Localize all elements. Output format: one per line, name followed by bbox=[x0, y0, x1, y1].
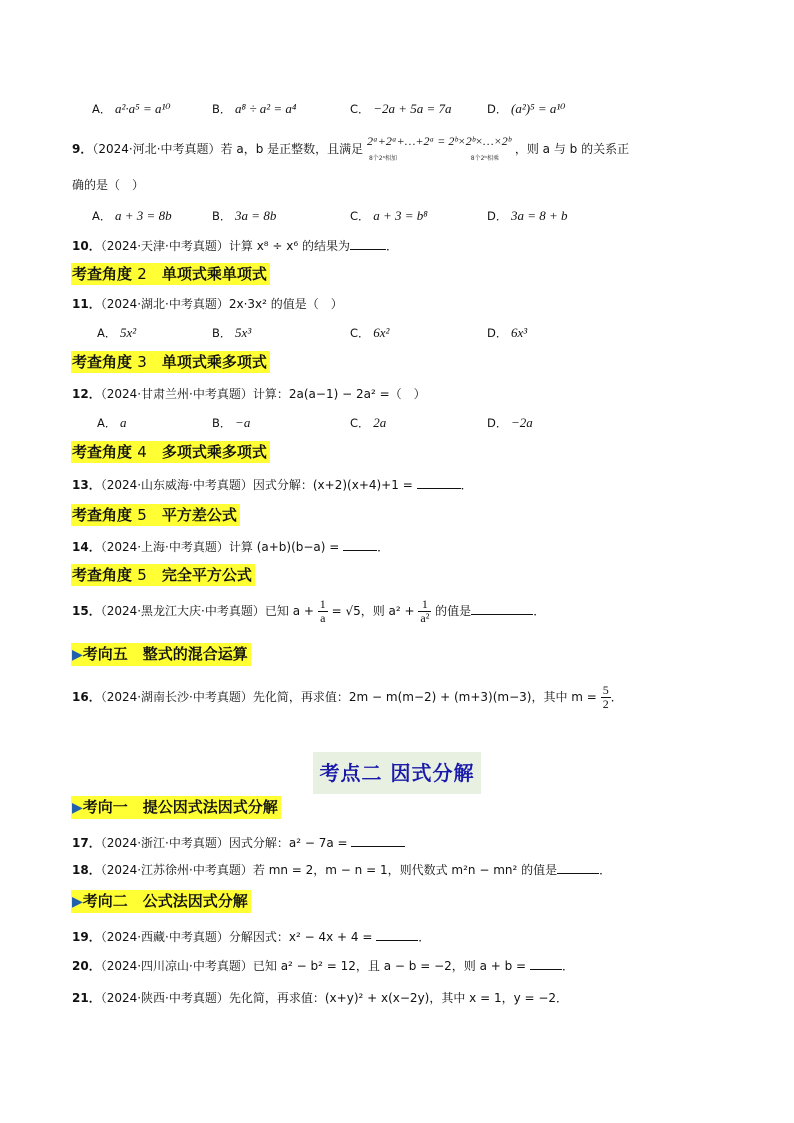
section-title-kaodian-2: 考点二 因式分解 bbox=[313, 752, 481, 794]
q8-option-c: C． −2a + 5a = 7a bbox=[350, 101, 452, 116]
q12-question: 12．（2024·甘肃兰州·中考真题）计算：2a(a−1) − 2a² =（ ） bbox=[72, 387, 426, 401]
heading-angle-5b: 考查角度 5 完全平方公式 bbox=[71, 564, 255, 586]
q8-option-d: D． (a²)⁵ = a¹⁰ bbox=[487, 101, 566, 116]
q19-question: 19．（2024·西藏·中考真题）分解因式：x² − 4x + 4 = ． bbox=[72, 930, 431, 944]
q11-option-a: A． 5x² bbox=[97, 325, 137, 340]
q15-fraction-2: $\frac{1}{\text{a²}}$ bbox=[420, 597, 430, 625]
q11-question: 11．（2024·湖北·中考真题）2x·3x² 的值是（ ） bbox=[72, 297, 343, 311]
heading-angle-5a: 考查角度 5 平方差公式 bbox=[71, 504, 240, 526]
q16-fraction: $\frac{5}{2}$ bbox=[602, 683, 609, 711]
q11-option-b: B． 5x³ bbox=[212, 325, 252, 340]
triangle-arrow-icon: ▶ bbox=[72, 647, 83, 663]
q9-option-b: B． 3a = 8b bbox=[212, 208, 277, 223]
heading-angle-4: 考查角度 4 多项式乘多项式 bbox=[71, 441, 270, 463]
q9-option-c: C． a + 3 = b⁸ bbox=[350, 208, 428, 223]
q12-option-a: A． a bbox=[97, 415, 127, 430]
q20-question: 20．（2024·四川凉山·中考真题）已知 a² − b² = 12，且 a − b = −2，则 a + b = ． bbox=[72, 959, 574, 973]
q8-option-a: A． a²·a⁵ = a¹⁰ bbox=[92, 101, 171, 116]
q17-blank[interactable] bbox=[351, 835, 405, 847]
q12-option-b: B． −a bbox=[212, 415, 251, 430]
q14-question: 14．（2024·上海·中考真题）计算 (a+b)(b−a) = ． bbox=[72, 540, 390, 554]
heading-angle-3: 考查角度 3 单项式乘多项式 bbox=[71, 351, 270, 373]
q8-option-b: B． a⁸ ÷ a² = a⁴ bbox=[212, 101, 297, 116]
q11-option-d: D． 6x³ bbox=[487, 325, 528, 340]
q16-question: 16．（2024·湖南长沙·中考真题）先化简，再求值：2m − m(m−2) + (m+3)(m−3)，其中 m = $\frac{5}{2}$ ． bbox=[72, 683, 623, 711]
q9-question: 9．（2024·河北·中考真题）若 a，b 是正整数，且满足 2ᵃ+2ᵃ+…+2ᵃ = 2ᵇ×2ᵇ×…×2ᵇ 8个2ᵃ相加 8个2ᵇ相乘 ，则 a 与 b 的关系正 bbox=[72, 134, 630, 162]
q11-option-c: C． 6x² bbox=[350, 325, 390, 340]
heading-direction-1: ▶考向一 提公因式法因式分解 bbox=[71, 796, 281, 819]
q13-question: 13．（2024·山东威海·中考真题）因式分解：(x+2)(x+4)+1 = ． bbox=[72, 478, 473, 492]
q21-question: 21．（2024·陕西·中考真题）先化简，再求值：(x+y)² + x(x−2y)，其中 x = 1，y = −2． bbox=[72, 991, 569, 1005]
heading-angle-2: 考查角度 2 单项式乘单项式 bbox=[71, 263, 270, 285]
q12-option-c: C． 2a bbox=[350, 415, 387, 430]
q10-blank[interactable] bbox=[350, 238, 386, 250]
q9-question-cont: 确的是（ ） bbox=[72, 178, 145, 192]
q10-question: 10．（2024·天津·中考真题）计算 x⁸ ÷ x⁶ 的结果为 ． bbox=[72, 239, 399, 253]
q18-blank[interactable] bbox=[557, 862, 599, 874]
heading-direction-2: ▶考向二 公式法因式分解 bbox=[71, 890, 251, 913]
q12-option-d: D． −2a bbox=[487, 415, 533, 430]
q19-blank[interactable] bbox=[376, 929, 418, 941]
q9-option-d: D． 3a = 8 + b bbox=[487, 208, 568, 223]
triangle-arrow-icon: ▶ bbox=[72, 800, 83, 816]
q15-blank[interactable] bbox=[471, 603, 533, 615]
q15-question: 15．（2024·黑龙江大庆·中考真题）已知 a + $\frac{1}{a}$ = √5，则 a² + $\frac{1}{\text{a²}}$ 的值是 ． bbox=[72, 597, 546, 625]
heading-direction-5: ▶考向五 整式的混合运算 bbox=[71, 643, 251, 666]
q14-blank[interactable] bbox=[343, 539, 377, 551]
q9-option-a: A． a + 3 = 8b bbox=[92, 208, 172, 223]
q17-question: 17．（2024·浙江·中考真题）因式分解：a² − 7a = bbox=[72, 834, 405, 851]
q20-blank[interactable] bbox=[530, 958, 562, 970]
q15-fraction-1: $\frac{1}{a}$ bbox=[319, 597, 326, 625]
triangle-arrow-icon: ▶ bbox=[72, 894, 83, 910]
q18-question: 18．（2024·江苏徐州·中考真题）若 mn = 2，m − n = 1，则代数式 m²n − mn² 的值是 ． bbox=[72, 863, 612, 877]
q13-blank[interactable] bbox=[417, 477, 461, 489]
